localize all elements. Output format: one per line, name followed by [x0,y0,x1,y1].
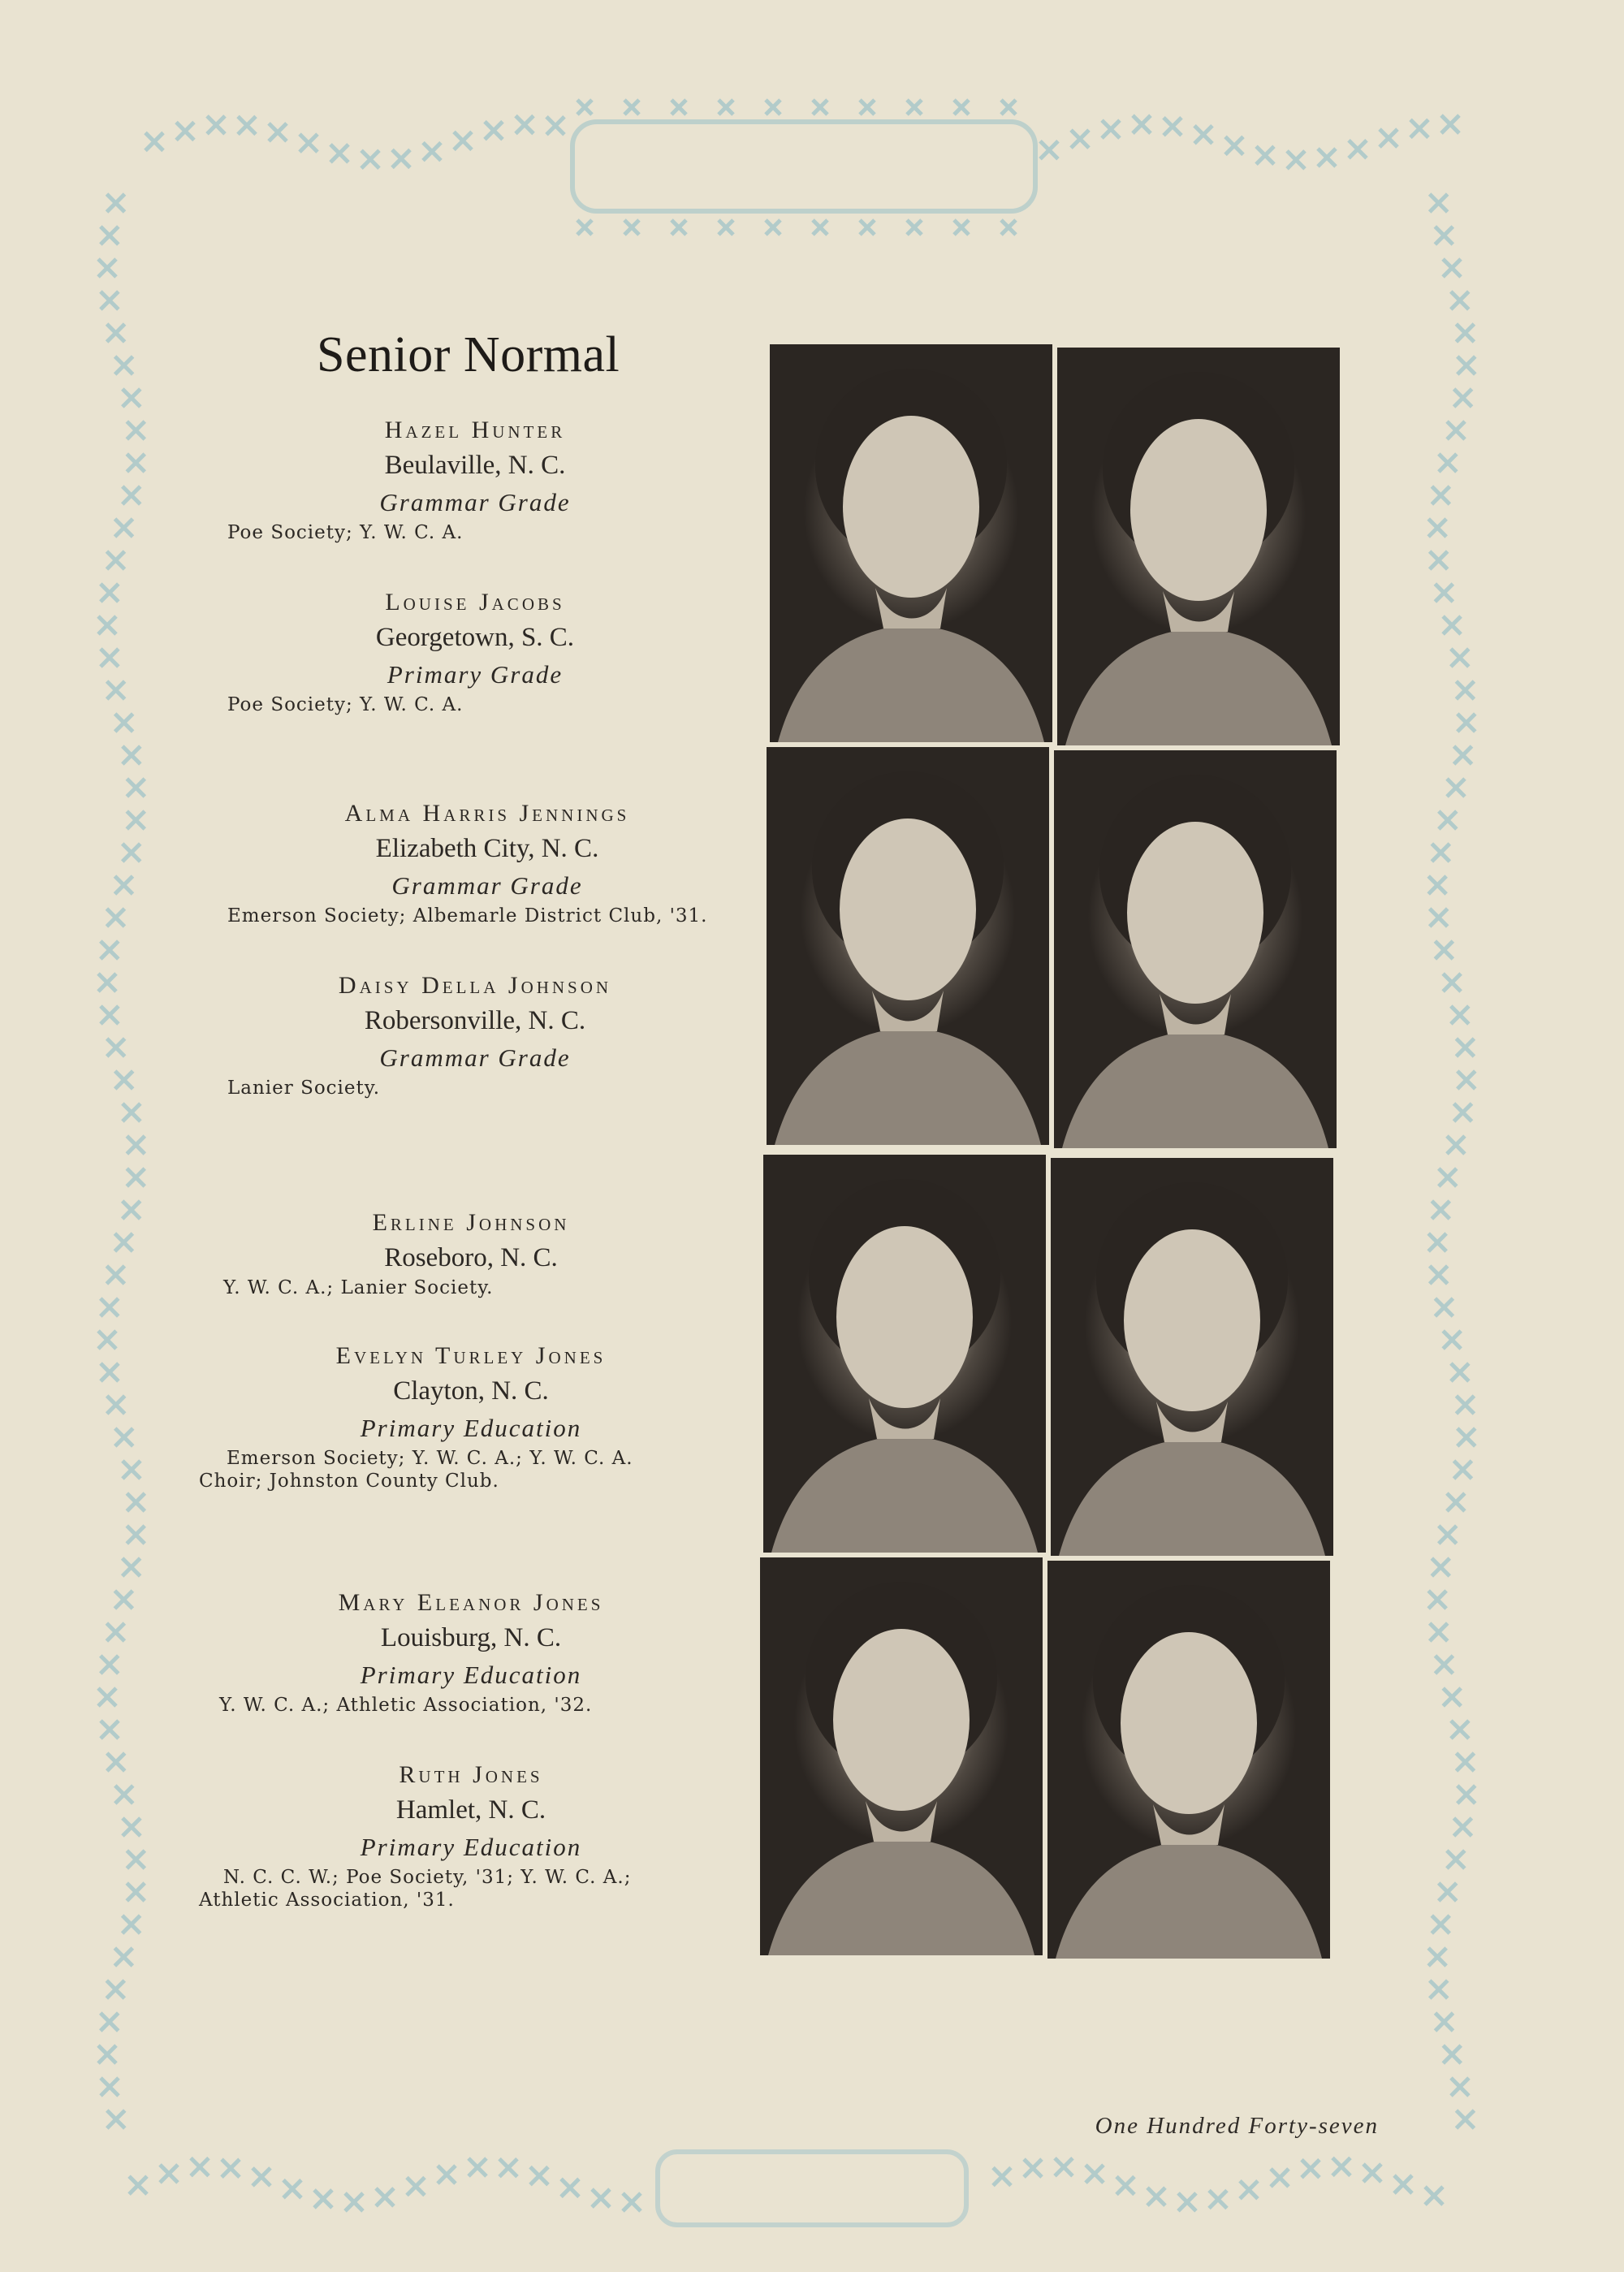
shoulders-shape [1056,1841,1322,1959]
stitch-mark [107,2110,125,2128]
stitch-mark [127,811,145,829]
stitch-mark [1435,227,1453,244]
stitch-mark [392,149,410,167]
entry-erline-johnson [223,1207,719,1299]
stitch-mark [101,1298,119,1316]
shoulders-shape [768,1838,1034,1955]
shoulders-shape [1062,1030,1328,1148]
stitch-mark [1332,2158,1350,2175]
stitch-mark [1430,194,1448,212]
stitch-mark [106,1266,124,1284]
stitch-mark [207,116,225,134]
stitch-mark [561,2179,579,2196]
stitch-mark [1432,844,1449,862]
stitch-mark [1430,1980,1448,1998]
stitch-mark [1456,1396,1474,1414]
stitch-mark [101,584,119,602]
shoulders-shape [1059,1438,1325,1556]
stitch-mark [127,454,145,472]
stitch-mark [114,876,132,894]
stitch-mark [1394,2175,1412,2193]
stitch-mark [813,100,827,114]
stitch-mark [98,2045,116,2063]
student-name: Hazel Hunter [384,417,566,443]
student-name: Mary Eleanor Jones [338,1589,604,1616]
stitch-mark [1133,115,1151,133]
stitch-mark [115,714,133,732]
stitch-mark [123,1104,140,1121]
stitch-mark [191,2158,209,2176]
entry-alma-harris-jennings [227,797,747,927]
stitch-mark [129,2176,147,2194]
stitch-mark [115,1786,133,1803]
page-heading: Senior Normal [317,327,620,382]
stitch-mark [1102,120,1120,138]
student-activities: Choir; Johnston County Club. [199,1471,499,1492]
stitch-mark [345,2193,363,2211]
stitch-mark [577,220,592,235]
stitch-mark [993,2168,1011,2186]
stitch-mark [1425,2187,1443,2205]
stitch-mark [592,2189,610,2207]
stitch-mark [1453,1818,1471,1836]
entry-mary-eleanor-jones [219,1587,723,1717]
stitch-mark [300,134,317,152]
stitch-mark [101,1721,119,1739]
stitch-mark [1055,2158,1073,2176]
stitch-mark [1428,876,1446,894]
stitch-mark [1432,486,1449,504]
entry-ruth-jones [199,1759,743,1911]
stitch-mark [101,2013,119,2031]
stitch-mark [107,681,125,699]
stitch-mark [330,145,348,162]
stitch-mark [127,779,145,797]
face-shape [836,1226,973,1408]
face-shape [1127,822,1263,1004]
portrait-silhouette [1057,348,1340,745]
page-number: One Hundred Forty-seven [1095,2113,1379,2139]
stitch-mark [1209,2191,1227,2209]
student-activities: Lanier Society. [227,1078,381,1099]
stitch-mark [1447,1136,1465,1154]
student-activities: Emerson Society; Albemarle District Club, '31. [227,905,708,927]
stitch-mark [1443,1688,1461,1706]
stitch-mark [1458,1428,1475,1446]
stitch-mark [1443,259,1461,277]
stitch-mark [1443,2045,1461,2063]
stitch-mark [145,132,163,150]
stitch-mark [1271,2169,1289,2187]
stitch-mark [101,227,119,244]
student-course: Primary Education [360,1661,582,1689]
stitch-mark [107,1753,125,1771]
stitch-mark [1451,2078,1469,2096]
stitch-mark [1441,115,1459,133]
face-shape [843,416,979,598]
stitch-mark [127,421,145,439]
student-hometown: Roseboro, N. C. [384,1243,558,1272]
portrait-silhouette [1047,1561,1330,1959]
portrait-ruth-jones [1047,1561,1330,1959]
stitch-mark [954,100,969,114]
stitch-mark [624,100,639,114]
stitch-mark [1001,100,1016,114]
stitch-mark [123,1916,140,1933]
portrait-silhouette [760,1557,1043,1955]
stitch-mark [1458,714,1475,732]
stitch-mark [407,2178,425,2196]
stitch-mark [1447,779,1465,797]
stitch-mark [1451,1363,1469,1381]
stitch-mark [283,2180,301,2198]
stitch-mark [1147,2188,1165,2205]
stitch-mark [1287,151,1305,169]
stitch-mark [107,1396,125,1414]
portrait-alma-harris-jennings [767,747,1049,1145]
stitch-mark [1447,421,1465,439]
stitch-mark [1435,2013,1453,2031]
stitch-mark [1451,1006,1469,1024]
stitch-mark [719,220,733,235]
stitch-mark [499,2159,517,2177]
stitch-mark [101,1006,119,1024]
stitch-mark [1435,584,1453,602]
stitch-mark [98,259,116,277]
stitch-mark [1458,356,1475,374]
student-name: Erline Johnson [372,1209,570,1236]
stitch-mark [1178,2193,1196,2211]
portrait-louise-jacobs [1057,348,1340,745]
stitch-mark [672,100,686,114]
student-activities: Poe Society; Y. W. C. A. [227,522,464,543]
stitch-mark [114,519,132,537]
stitch-mark [114,1591,132,1609]
stitch-mark [123,1558,140,1576]
stitch-mark [1454,1104,1472,1121]
stitch-mark [127,1136,145,1154]
portrait-silhouette [763,1155,1046,1553]
stitch-mark [314,2190,332,2208]
stitch-mark [860,100,875,114]
stitch-mark [1225,136,1243,154]
portrait-silhouette [1051,1158,1333,1556]
portrait-silhouette [770,344,1052,742]
stitch-mark [672,220,686,235]
student-course: Primary Education [360,1833,582,1861]
stitch-mark [101,1363,119,1381]
stitch-mark [469,2158,486,2176]
stitch-mark [438,2166,456,2183]
stitch-mark [1451,649,1469,667]
shoulders-shape [771,1435,1038,1553]
stitch-mark [1432,1558,1449,1576]
stitch-mark [114,1233,132,1251]
stitch-mark [106,194,124,212]
entry-hazel-hunter [227,414,723,544]
stitch-mark [1454,389,1472,407]
stitch-mark [954,220,969,235]
stitch-mark [1432,1201,1449,1219]
entry-evelyn-turley-jones [199,1340,743,1492]
student-course: Grammar Grade [379,1043,571,1072]
stitch-mark [766,220,780,235]
student-hometown: Elizabeth City, N. C. [375,834,599,863]
student-activities: N. C. C. W.; Poe Society, '31; Y. W. C. A.; [223,1867,632,1888]
stitch-mark [123,1461,140,1479]
stitch-mark [1086,2165,1104,2183]
stitch-mark [1240,2181,1258,2199]
stitch-mark [1435,1298,1453,1316]
stitch-mark [1451,292,1469,309]
stitch-mark [107,324,125,342]
stitch-mark [1451,1721,1469,1739]
student-name: Louise Jacobs [385,589,565,616]
stitch-mark [624,220,639,235]
student-activities: Emerson Society; Y. W. C. A.; Y. W. C. A. [227,1448,633,1469]
face-shape [1124,1229,1260,1411]
stitch-mark [106,551,124,569]
stitch-mark [160,2165,178,2183]
stitch-mark [1428,1591,1446,1609]
stitch-mark [127,1493,145,1511]
stitch-mark [423,143,441,161]
stitch-mark [98,1688,116,1706]
stitch-mark [1194,126,1212,144]
student-hometown: Louisburg, N. C. [380,1623,562,1652]
stitch-mark [1435,941,1453,959]
stitch-mark [115,1428,133,1446]
stitch-mark [376,2188,394,2206]
stitch-mark [1456,2110,1474,2128]
stitch-mark [1454,746,1472,764]
stitch-mark [1001,220,1016,235]
stitch-mark [485,122,503,140]
stitch-mark [1443,1331,1461,1349]
student-activities: Athletic Association, '31. [199,1890,455,1911]
entry-louise-jacobs [227,586,723,716]
stitch-mark [577,100,592,114]
stitch-mark [238,116,256,134]
shoulders-shape [775,1027,1041,1145]
stitch-mark [907,100,922,114]
stitch-mark [115,1071,133,1089]
stitch-mark [530,2167,548,2185]
student-activities: Poe Society; Y. W. C. A. [227,694,464,715]
student-hometown: Beulaville, N. C. [384,451,566,480]
shoulders-shape [778,624,1044,742]
stitch-mark [1458,1071,1475,1089]
stitch-mark [127,1526,145,1544]
stitch-mark [1428,519,1446,537]
student-name: Daisy Della Johnson [338,972,612,999]
stitch-mark [123,746,140,764]
stitch-mark [546,117,564,135]
student-hometown: Hamlet, N. C. [395,1795,546,1825]
student-hometown: Robersonville, N. C. [364,1006,586,1035]
student-hometown: Clayton, N. C. [393,1376,549,1406]
stitch-mark [107,1039,125,1056]
stitch-mark [1439,454,1457,472]
student-course: Primary Grade [387,660,564,689]
stitch-mark [269,123,287,141]
stitch-mark [114,1948,132,1966]
stitch-mark [766,100,780,114]
stitch-mark [106,1623,124,1641]
stitch-mark [1302,2160,1320,2178]
stitch-mark [98,1331,116,1349]
stitch-mark [1456,324,1474,342]
portrait-silhouette [1054,750,1337,1148]
portrait-evelyn-turley-jones [1051,1158,1333,1556]
portrait-mary-eleanor-jones [760,1557,1043,1955]
stitch-mark [115,356,133,374]
stitch-mark [123,1201,140,1219]
stitch-mark [1256,146,1274,164]
stitch-mark [127,1883,145,1901]
stitch-mark [1363,2164,1381,2182]
stitch-mark [1410,119,1428,137]
stitch-mark [123,1818,140,1836]
stitch-mark [253,2168,270,2186]
stitch-mark [1447,1493,1465,1511]
student-activities: Y. W. C. A.; Athletic Association, '32. [219,1695,593,1716]
stitch-mark [1456,681,1474,699]
stitch-mark [1456,1753,1474,1771]
stitch-mark [1443,974,1461,991]
stitch-mark [907,220,922,235]
stitch-mark [1453,1461,1471,1479]
face-shape [1121,1632,1257,1814]
stitch-mark [1024,2159,1042,2177]
student-hometown: Georgetown, S. C. [375,623,575,652]
face-shape [840,819,976,1000]
stitch-mark [813,220,827,235]
stitch-mark [1456,1039,1474,1056]
stitch-mark [719,100,733,114]
stitch-mark [1040,141,1058,159]
stitch-mark [1071,130,1089,148]
student-activities: Y. W. C. A.; Lanier Society. [223,1277,494,1298]
student-name: Evelyn Turley Jones [335,1342,607,1369]
portrait-hazel-hunter [770,344,1052,742]
student-name: Alma Harris Jennings [344,800,630,827]
stitch-mark [1439,811,1457,829]
stitch-mark [101,1656,119,1674]
stitch-mark [1443,616,1461,634]
stitch-mark [1164,118,1181,136]
face-shape [833,1629,970,1811]
stitch-mark [222,2159,240,2177]
stitch-mark [623,2193,641,2211]
stitch-mark [123,844,140,862]
stitch-mark [1458,1786,1475,1803]
stitch-mark [1428,1233,1446,1251]
entry-daisy-della-johnson [227,970,723,1099]
stitch-mark [106,1980,124,1998]
stitch-mark [1435,1656,1453,1674]
stitch-mark [101,2078,119,2096]
stitch-mark [101,649,119,667]
stitch-mark [101,941,119,959]
stitch-mark [1380,129,1397,147]
stitch-mark [1430,1623,1448,1641]
stitch-mark [1430,551,1448,569]
stitch-mark [1439,1883,1457,1901]
stitch-mark [98,616,116,634]
stitch-mark [1428,1948,1446,1966]
stitch-mark [1439,1168,1457,1186]
stitch-mark [1430,909,1448,927]
stitch-mark [1432,1916,1449,1933]
stitch-mark [1116,2176,1134,2194]
stitch-mark [106,909,124,927]
face-shape [1130,419,1267,601]
portrait-erline-johnson [763,1155,1046,1553]
stitch-mark [127,1851,145,1868]
stitch-mark [361,150,379,168]
student-name: Ruth Jones [399,1761,543,1788]
portrait-daisy-della-johnson [1054,750,1337,1148]
student-course: Grammar Grade [391,871,583,900]
student-course: Grammar Grade [379,488,571,516]
stitch-mark [1430,1266,1448,1284]
stitch-mark [123,389,140,407]
shoulders-shape [1065,628,1332,745]
student-course: Primary Education [360,1414,582,1442]
portrait-silhouette [767,747,1049,1145]
stitch-mark [1349,140,1367,158]
stitch-mark [516,116,533,134]
stitch-mark [98,974,116,991]
stitch-mark [1318,149,1336,166]
stitch-mark [1439,1526,1457,1544]
stitch-mark [454,132,472,149]
stitch-mark [101,292,119,309]
stitch-mark [860,220,875,235]
stitch-mark [127,1168,145,1186]
stitch-mark [176,123,194,140]
stitch-mark [1447,1851,1465,1868]
stitch-mark [123,486,140,504]
